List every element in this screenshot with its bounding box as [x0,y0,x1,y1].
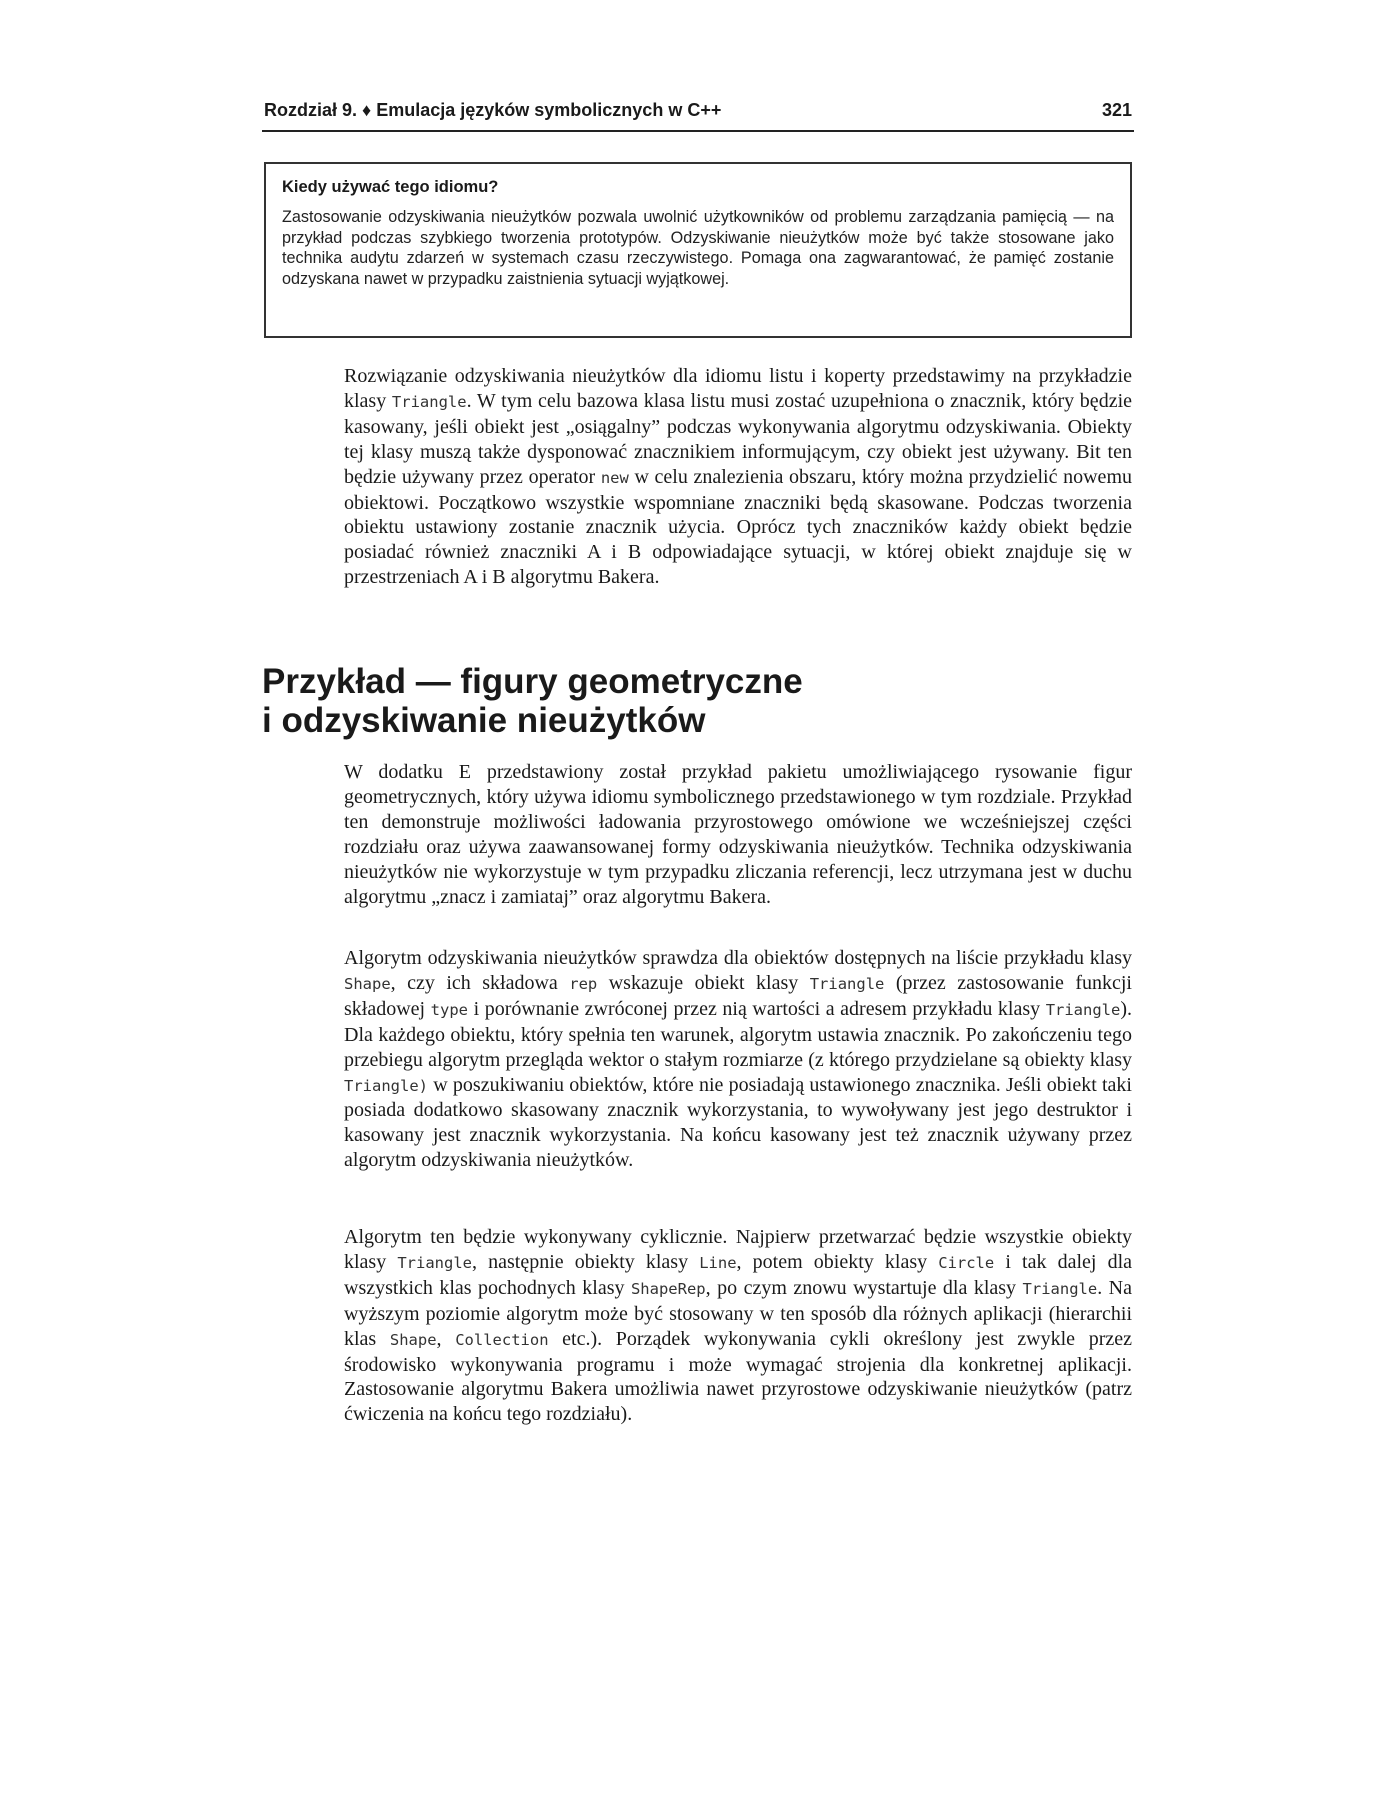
code-rep: rep [569,974,598,993]
text-run: w poszukiwaniu obiektów, które nie posiadają ustawionego znacznika. Jeśli obiekt taki posiada dodatkowo skasowany znacznik wykorzystania, to wywoływany jest jego destruktor i kasowany jest znacznik wykorzystania. Na końcu kasowany jest też znacznik używany przez algorytm odzyskiwania nieużytków. [344,1073,1132,1172]
section-heading-line2: i odzyskiwanie nieużytków [262,701,706,740]
text-run: etc.). Porządek wykonywania cykli określony jest zwykle przez środowisko wykonywania programu i może wymagać strojenia dla konkretnej aplikacji. Zastosowanie algorytmu Bakera umożliwia nawet przyrostowe odzyskiwanie nieużytków (patrz ćwiczenia na końcu tego rozdziału). [344,1327,1132,1426]
paragraph-intro [344,364,1132,590]
text-run: wskazuje obiekt klasy [597,971,810,994]
section-heading-line1: Przykład — figury geometryczne [262,662,803,701]
code-line: Line [699,1253,737,1272]
paragraph-cyclic [344,1225,1132,1427]
code-collection: Collection [455,1330,549,1349]
text-run: , potem obiekty klasy [736,1250,939,1273]
text-run: Algorytm ten będzie wykonywany cyklicznie. Najpierw przetwarzać będzie wszystkie obiekty klasy [344,1226,1132,1273]
text-run: , [436,1327,456,1350]
text-run: . Na wyższym poziomie algorytm może być stosowany w ten sposób dla różnych aplikacji (hierarchii klas [344,1276,1132,1350]
text-run: . W tym celu bazowa klasa listu musi zostać uzupełniona o znacznik, który będzie kasowany, jeśli obiekt jest „osiągalny” podczas wykonywania algorytmu odzyskiwania. Obiekty tej klasy muszą także dysponować znacznikiem informującym, czy obiekt jest używany. Bit ten będzie używany przez operator [344,389,1132,488]
code-type: type [430,1000,468,1019]
code-triangle: Triangle [1022,1279,1098,1298]
text-run: ). Dla każdego obiektu, który spełnia ten warunek, algorytm ustawia znacznik. Po zakończeniu tego przebiegu algorytm przegląda wektor o stałym rozmiarze (z którego przydzielane są obiekty klasy [344,997,1133,1071]
text-run: , następnie obiekty klasy [472,1250,700,1273]
callout-box [264,162,1132,338]
code-shape: Shape [344,974,391,993]
code-triangle: Triangle [397,1253,472,1272]
text-run: , po czym znowu wystartuje dla klasy [705,1276,1023,1299]
code-triangle: Triangle [809,974,885,993]
code-triangle: Triangle [1045,1000,1121,1019]
text-run: i tak dalej dla wszystkich klas pochodnych klasy [344,1250,1133,1299]
text-run: (przez zastosowanie funkcji składowej [344,971,1132,1020]
code-shaperep: ShapeRep [630,1279,706,1298]
section-heading [262,662,1134,740]
text-run: Rozwiązanie odzyskiwania nieużytków dla idiomu listu i koperty przedstawimy na przykładzie klasy [344,365,1132,412]
code-circle: Circle [938,1253,995,1272]
text-run: , czy ich składowa [390,971,570,994]
code-triangle: Triangle) [344,1076,428,1095]
code-shape: Shape [389,1330,437,1349]
text-run: i porównanie zwróconej przez nią wartości a adresem przykładu klasy [468,997,1046,1020]
page-number: 321 [1101,100,1132,120]
paragraph-appendix [344,760,1132,909]
callout-title: Kiedy używać tego idiomu? [282,178,499,196]
callout-text: Zastosowanie odzyskiwania nieużytków pozwala uwolnić użytkowników od problemu zarządzania pamięcią — na przykład podczas szybkiego tworzenia prototypów. Odzyskiwanie nieużytków może być także stosowane jako technika audytu zdarzeń w systemach czasu rzeczywistego. Pomaga ona zagwarantować, że pamięć zostanie odzyskana nawet w przypadku zaistnienia sytuacji wyjątkowej. [282,208,1114,288]
running-head-chapter: Rozdział 9. ♦ Emulacja języków symbolicznych w C++ [264,100,722,120]
code-new: new [600,468,629,487]
text-run: W dodatku E przedstawiony został przykład pakietu umożliwiającego rysowanie figur geometrycznych, który używa idiomu symbolicznego przedstawionego w tym rozdziale. Przykład ten demonstruje możliwości ładowania przyrostowego omówione we wcześniejszej części rozdziału oraz używa zaawansowanej formy odzyskiwania nieużytków. Technika odzyskiwania nieużytków nie wykorzystuje w tym przypadku zliczania referencji, lecz utrzymana jest w duchu algorytmu „znacz i zamiataj” oraz algorytmu Bakera. [344,761,1132,908]
paragraph-algorithm [344,946,1132,1173]
text-run: w celu znalezienia obszaru, który można przydzielić nowemu obiektowi. Początkowo wszystkie wspomniane znaczniki będą skasowane. Podczas tworzenia obiektu ustawiony zostanie znacznik użycia. Oprócz tych znaczników każdy obiekt będzie posiadać również znaczniki A i B odpowiadające sytuacji, w której obiekt znajduje się w przestrzeniach A i B algorytmu Bakera. [344,465,1132,589]
page-header [262,100,1134,132]
text-run: Algorytm odzyskiwania nieużytków sprawdza dla obiektów dostępnych na liście przykładu klasy [344,947,1132,969]
code-triangle: Triangle [391,392,467,411]
